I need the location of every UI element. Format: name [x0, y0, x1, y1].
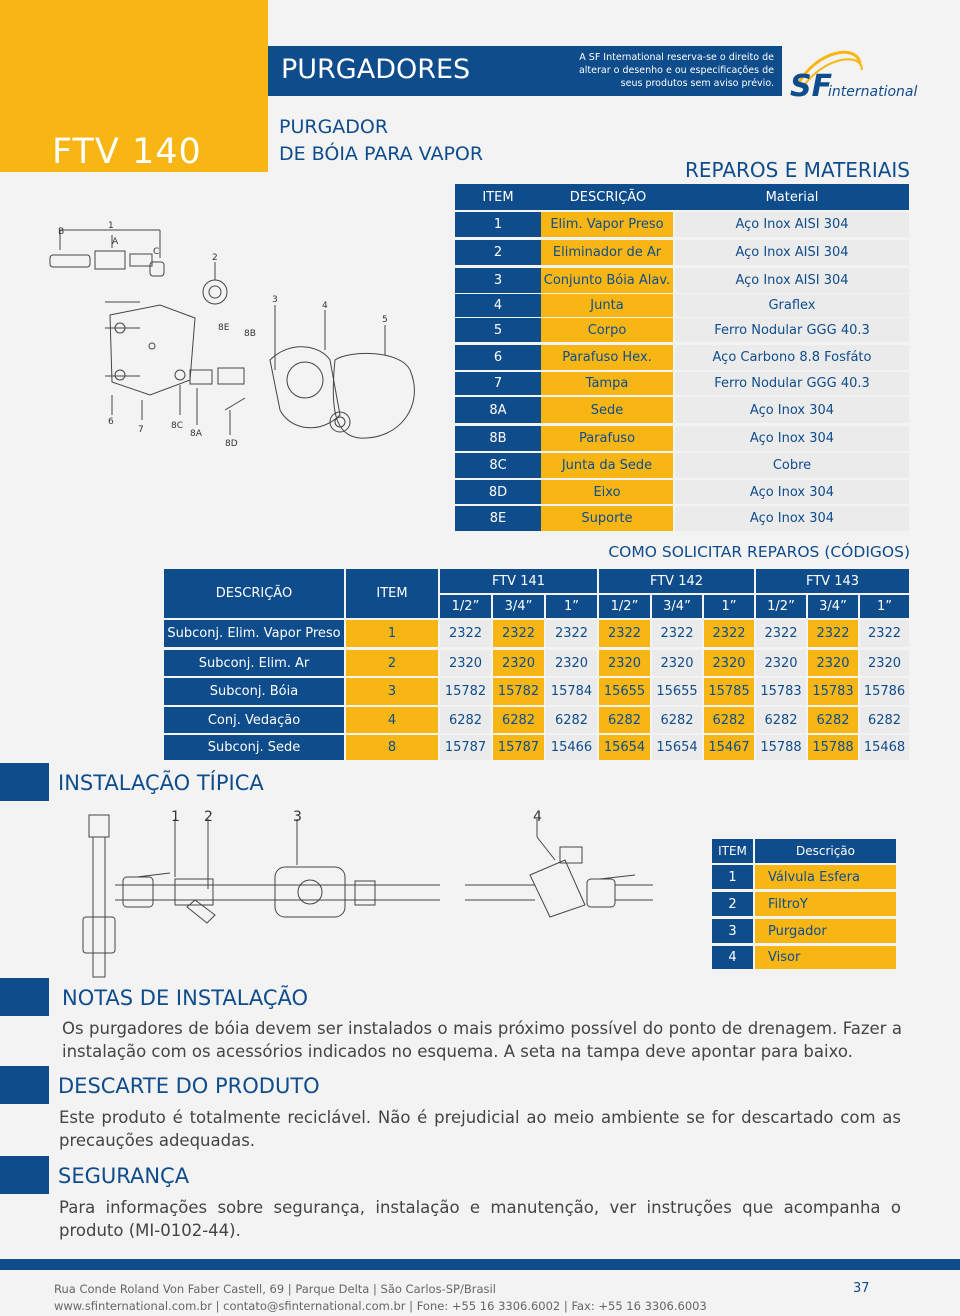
code-cell: 2320: [546, 650, 597, 676]
parts-desc: Eixo: [541, 480, 673, 504]
code-cell: 2322: [808, 620, 858, 647]
code-cell: 15785: [704, 678, 754, 705]
exploded-label: 6: [108, 417, 114, 427]
parts-material: Ferro Nodular GGG 40.3: [675, 318, 909, 342]
code-cell: 15786: [860, 678, 909, 705]
install-item: 1: [712, 865, 753, 889]
install-header-item: ITEM: [712, 839, 753, 863]
code-cell: 6282: [860, 707, 909, 733]
codes-group-header: FTV 143: [756, 569, 909, 593]
code-cell: 15468: [860, 735, 909, 760]
parts-item: 6: [455, 345, 541, 370]
parts-material: Aço Inox AISI 304: [675, 212, 909, 237]
code-cell: 6282: [652, 707, 702, 733]
safety-section-bar: [0, 1156, 49, 1194]
exploded-label: 8E: [218, 323, 230, 333]
section-title: PURGADORES: [281, 54, 471, 85]
code-cell: 6282: [599, 707, 650, 733]
parts-material: Aço Inox 304: [675, 397, 909, 423]
notes-section-title: NOTAS DE INSTALAÇÃO: [62, 986, 309, 1010]
parts-desc: Suporte: [541, 506, 673, 531]
codes-row-item: 8: [346, 735, 438, 760]
code-cell: 6282: [546, 707, 597, 733]
code-cell: 2322: [652, 620, 702, 647]
code-cell: 2322: [704, 620, 754, 647]
exploded-label: 2: [212, 253, 218, 263]
codes-size-header: 1/2”: [440, 595, 491, 618]
notes-text: Os purgadores de bóia devem ser instalados o mais próximo possível do ponto de drenagem. Fazer a instalação com os acessórios indicados no esquema. A seta na tampa deve apontar para baixo.: [62, 1019, 902, 1061]
code-cell: 15784: [546, 678, 597, 705]
code-cell: 15788: [808, 735, 858, 760]
disposal-section-title: DESCARTE DO PRODUTO: [58, 1074, 320, 1098]
install-diagram-label: 4: [533, 809, 542, 825]
code-cell: 15787: [493, 735, 544, 760]
safety-text: Para informações sobre segurança, instalação e manutenção, ver instruções que acompanha o produto (MI-0102-44).: [59, 1198, 901, 1240]
code-cell: 15783: [808, 678, 858, 705]
codes-row-desc: Subconj. Bóia: [164, 678, 344, 705]
page-number: 37: [853, 1281, 870, 1296]
code-cell: 15783: [756, 678, 806, 705]
exploded-label: 5: [382, 315, 388, 325]
parts-item: 3: [455, 268, 541, 293]
codes-row-item: 2: [346, 650, 438, 676]
codes-group-header: FTV 142: [599, 569, 754, 593]
install-desc: FiltroY: [755, 892, 896, 916]
install-desc: Visor: [755, 946, 896, 969]
code-cell: 2320: [599, 650, 650, 676]
install-section-title: INSTALAÇÃO TÍPICA: [58, 771, 264, 795]
parts-material: Ferro Nodular GGG 40.3: [675, 372, 909, 395]
parts-item: 2: [455, 240, 541, 265]
exploded-label: 1: [108, 221, 114, 231]
code-cell: 2322: [860, 620, 909, 647]
codes-size-header: 1/2”: [756, 595, 806, 618]
code-cell: 2320: [860, 650, 909, 676]
code-cell: 15782: [440, 678, 491, 705]
codes-size-header: 3/4”: [493, 595, 544, 618]
parts-table-title: REPAROS E MATERIAIS: [685, 158, 910, 182]
parts-material: Cobre: [675, 453, 909, 478]
codes-row-desc: Subconj. Elim. Ar: [164, 650, 344, 676]
install-diagram-label: 3: [293, 809, 302, 825]
disclaimer-line: seus produtos sem aviso prévio.: [620, 78, 774, 89]
disposal-section-bar: [0, 1066, 49, 1104]
parts-desc: Tampa: [541, 372, 673, 395]
sf-international-logo: [788, 44, 918, 104]
code-cell: 6282: [440, 707, 491, 733]
parts-material: Aço Inox AISI 304: [675, 268, 909, 293]
subtitle-line-2: DE BÓIA PARA VAPOR: [279, 143, 484, 165]
parts-item: 8C: [455, 453, 541, 478]
code-cell: 15466: [546, 735, 597, 760]
parts-item: 1: [455, 212, 541, 237]
codes-row-desc: Conj. Vedação: [164, 707, 344, 733]
parts-material: Aço Carbono 8.8 Fosfáto: [675, 345, 909, 370]
parts-desc: Junta: [541, 294, 673, 317]
codes-size-header: 1”: [546, 595, 597, 618]
exploded-label: 7: [138, 425, 144, 435]
code-cell: 15655: [652, 678, 702, 705]
exploded-label: 4: [322, 301, 328, 311]
exploded-label: C: [153, 247, 160, 257]
parts-header-desc: DESCRIÇÃO: [541, 184, 675, 210]
codes-group-header: FTV 141: [440, 569, 597, 593]
code-cell: 2322: [756, 620, 806, 647]
code-cell: 15655: [599, 678, 650, 705]
parts-item: 7: [455, 372, 541, 395]
code-cell: 6282: [493, 707, 544, 733]
install-desc: Válvula Esfera: [755, 865, 896, 889]
code-cell: 15782: [493, 678, 544, 705]
parts-desc: Junta da Sede: [541, 453, 673, 478]
exploded-label: A: [112, 237, 119, 247]
install-diagram-label: 1: [171, 809, 180, 825]
code-cell: 2322: [546, 620, 597, 647]
parts-item: 5: [455, 318, 541, 342]
codes-size-header: 1”: [860, 595, 909, 618]
code-cell: 15654: [599, 735, 650, 760]
code-cell: 2320: [652, 650, 702, 676]
parts-desc: Corpo: [541, 318, 673, 342]
parts-item: 8B: [455, 426, 541, 451]
exploded-label: B: [58, 227, 65, 237]
exploded-label: 3: [272, 295, 278, 305]
parts-desc: Elim. Vapor Preso: [541, 212, 673, 237]
footer-bar: [0, 1259, 960, 1270]
code-cell: 6282: [704, 707, 754, 733]
code-cell: 2320: [756, 650, 806, 676]
parts-material: Aço Inox AISI 304: [675, 240, 909, 265]
code-cell: 15654: [652, 735, 702, 760]
code-cell: 15787: [440, 735, 491, 760]
codes-row-item: 3: [346, 678, 438, 705]
parts-item: 8E: [455, 506, 541, 531]
install-item: 3: [712, 919, 753, 943]
install-item: 4: [712, 946, 753, 969]
exploded-label: 8A: [190, 429, 202, 439]
subtitle-line-1: PURGADOR: [279, 116, 389, 138]
footer-address: Rua Conde Roland Von Faber Castell, 69 | Parque Delta | São Carlos-SP/Brasil: [54, 1282, 496, 1296]
parts-material: Graflex: [675, 294, 909, 317]
exploded-label: 8D: [225, 439, 238, 449]
codes-table-title: COMO SOLICITAR REPAROS (CÓDIGOS): [608, 543, 910, 561]
code-cell: 6282: [756, 707, 806, 733]
codes-size-header: 1/2”: [599, 595, 650, 618]
parts-desc: Sede: [541, 397, 673, 423]
code-cell: 2320: [440, 650, 491, 676]
disclaimer-line: alterar o desenho e ou especificações de: [578, 65, 774, 76]
code-cell: 2322: [493, 620, 544, 647]
parts-material: Aço Inox 304: [675, 426, 909, 451]
parts-item: 8D: [455, 480, 541, 504]
codes-row-item: 4: [346, 707, 438, 733]
parts-desc: Parafuso: [541, 426, 673, 451]
svg-text:international: international: [828, 84, 918, 100]
svg-text:SF: SF: [790, 69, 833, 104]
install-diagram-label: 2: [204, 809, 213, 825]
parts-material: Aço Inox 304: [675, 506, 909, 531]
exploded-view-drawing: [40, 210, 440, 460]
disposal-text: Este produto é totalmente reciclável. Não é prejudicial ao meio ambiente se for descartado com as precauções adequadas.: [59, 1108, 901, 1150]
code-cell: 2322: [599, 620, 650, 647]
parts-material: Aço Inox 304: [675, 480, 909, 504]
codes-size-header: 3/4”: [652, 595, 702, 618]
install-header-desc: Descrição: [755, 839, 896, 863]
model-title: FTV 140: [52, 132, 202, 172]
codes-row-item: 1: [346, 620, 438, 647]
notes-section-bar: [0, 978, 49, 1016]
parts-desc: Conjunto Bóia Alav.: [541, 268, 673, 293]
codes-size-header: 3/4”: [808, 595, 858, 618]
model-box: [0, 0, 268, 172]
install-item: 2: [712, 892, 753, 916]
install-section-bar: [0, 763, 49, 801]
codes-header-item: ITEM: [346, 569, 438, 618]
codes-size-header: 1”: [704, 595, 754, 618]
disclaimer-line: A SF International reserva-se o direito de: [579, 52, 774, 63]
install-desc: Purgador: [755, 919, 896, 943]
exploded-label: 8C: [171, 421, 184, 431]
parts-desc: Eliminador de Ar: [541, 240, 673, 265]
codes-header-desc: DESCRIÇÃO: [164, 569, 344, 618]
code-cell: 2320: [704, 650, 754, 676]
installation-diagram: [75, 805, 665, 980]
parts-header-item: ITEM: [455, 184, 541, 210]
parts-item: 4: [455, 294, 541, 317]
codes-row-desc: Subconj. Sede: [164, 735, 344, 760]
parts-desc: Parafuso Hex.: [541, 345, 673, 370]
code-cell: 15467: [704, 735, 754, 760]
footer-contact: www.sfinternational.com.br | contato@sfinternational.com.br | Fone: +55 16 3306.6002 | Fax: +55 16 3306.6003: [54, 1299, 707, 1313]
codes-row-desc: Subconj. Elim. Vapor Preso: [164, 620, 344, 647]
exploded-label: 8B: [244, 329, 256, 339]
disclaimer: [560, 51, 774, 90]
code-cell: 2322: [440, 620, 491, 647]
parts-item: 8A: [455, 397, 541, 423]
parts-header-material: Material: [675, 184, 909, 210]
code-cell: 2320: [493, 650, 544, 676]
code-cell: 6282: [808, 707, 858, 733]
code-cell: 15788: [756, 735, 806, 760]
safety-section-title: SEGURANÇA: [58, 1164, 190, 1188]
code-cell: 2320: [808, 650, 858, 676]
